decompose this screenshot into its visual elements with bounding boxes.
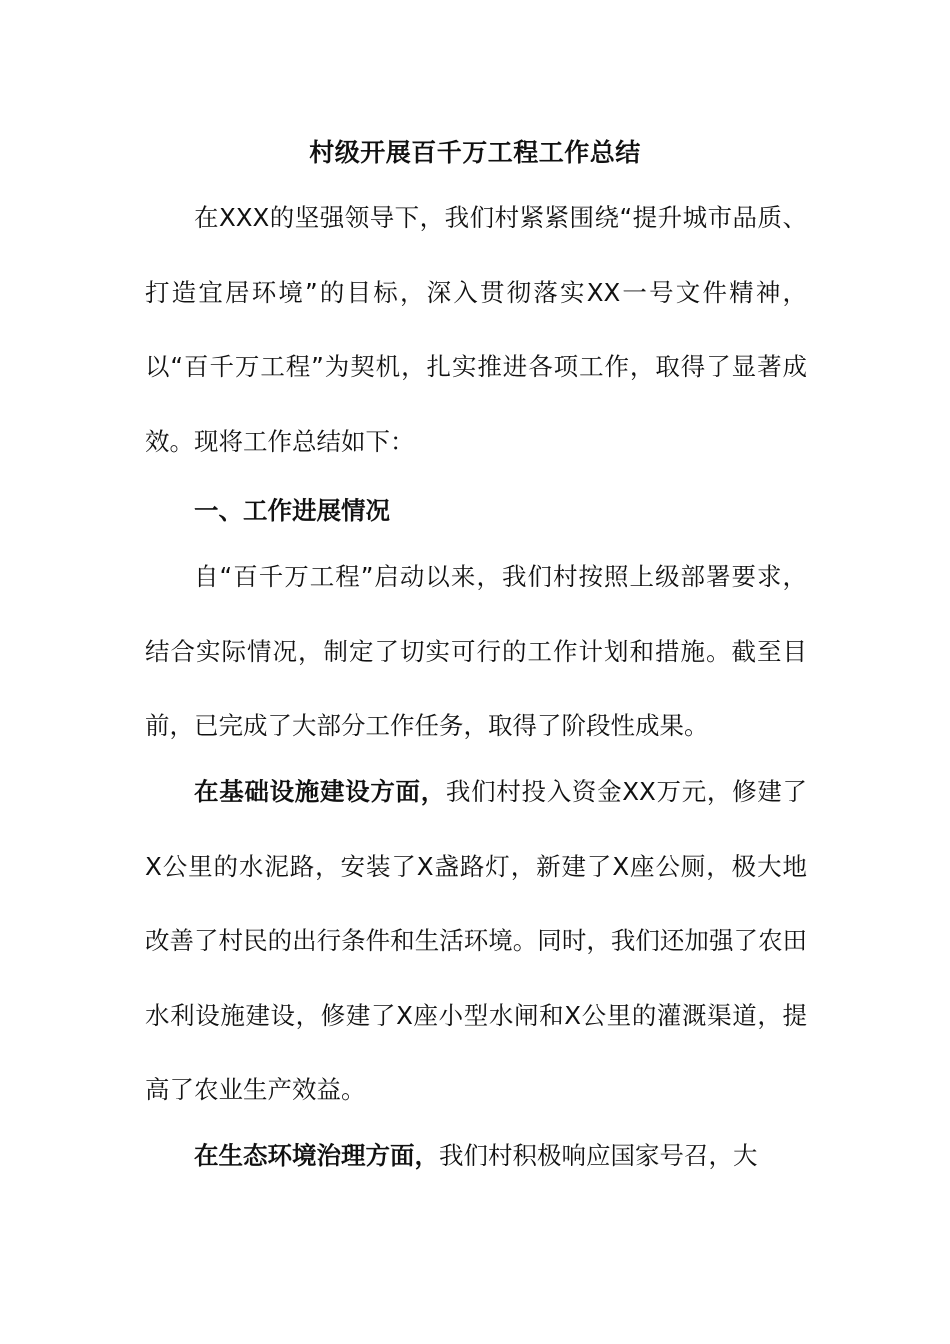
paragraph-intro: 在XXX的坚强领导下，我们村紧紧围绕“提升城市品质、打造宜居环境”的目标，深入贯彻落实XX一号文件精神，以“百千万工程”为契机，扎实推进各项工作，取得了显著成效。现将工作总结如下： [145,203,807,456]
paragraph-progress: 自“百千万工程”启动以来，我们村按照上级部署要求，结合实际情况，制定了切实可行的工作计划和措施。截至目前，已完成了大部分工作任务，取得了阶段性成果。 [145,562,807,740]
paragraph-infrastructure [145,755,807,1128]
paragraph-ecology [145,1119,807,1194]
document-title: 村级开展百千万工程工作总结 [309,138,641,167]
paragraph-infrastructure-body: 我们村投入资金XX万元，修建了X公里的水泥路，安装了X盏路灯，新建了X座公厕，极大地改善了村民的出行条件和生活环境。同时，我们还加强了农田水利设施建设，修建了X座小型水闸和X公里的灌溉渠道，提高了农业生产效益。 [145,777,807,1104]
paragraph-infrastructure-lead: 在基础设施建设方面， [194,777,446,806]
section-heading-progress: 一、工作进展情况 [194,496,390,525]
paragraph-ecology-lead: 在生态环境治理方面， [194,1141,439,1170]
paragraph-ecology-body: 我们村积极响应国家号召，大 [439,1141,758,1170]
